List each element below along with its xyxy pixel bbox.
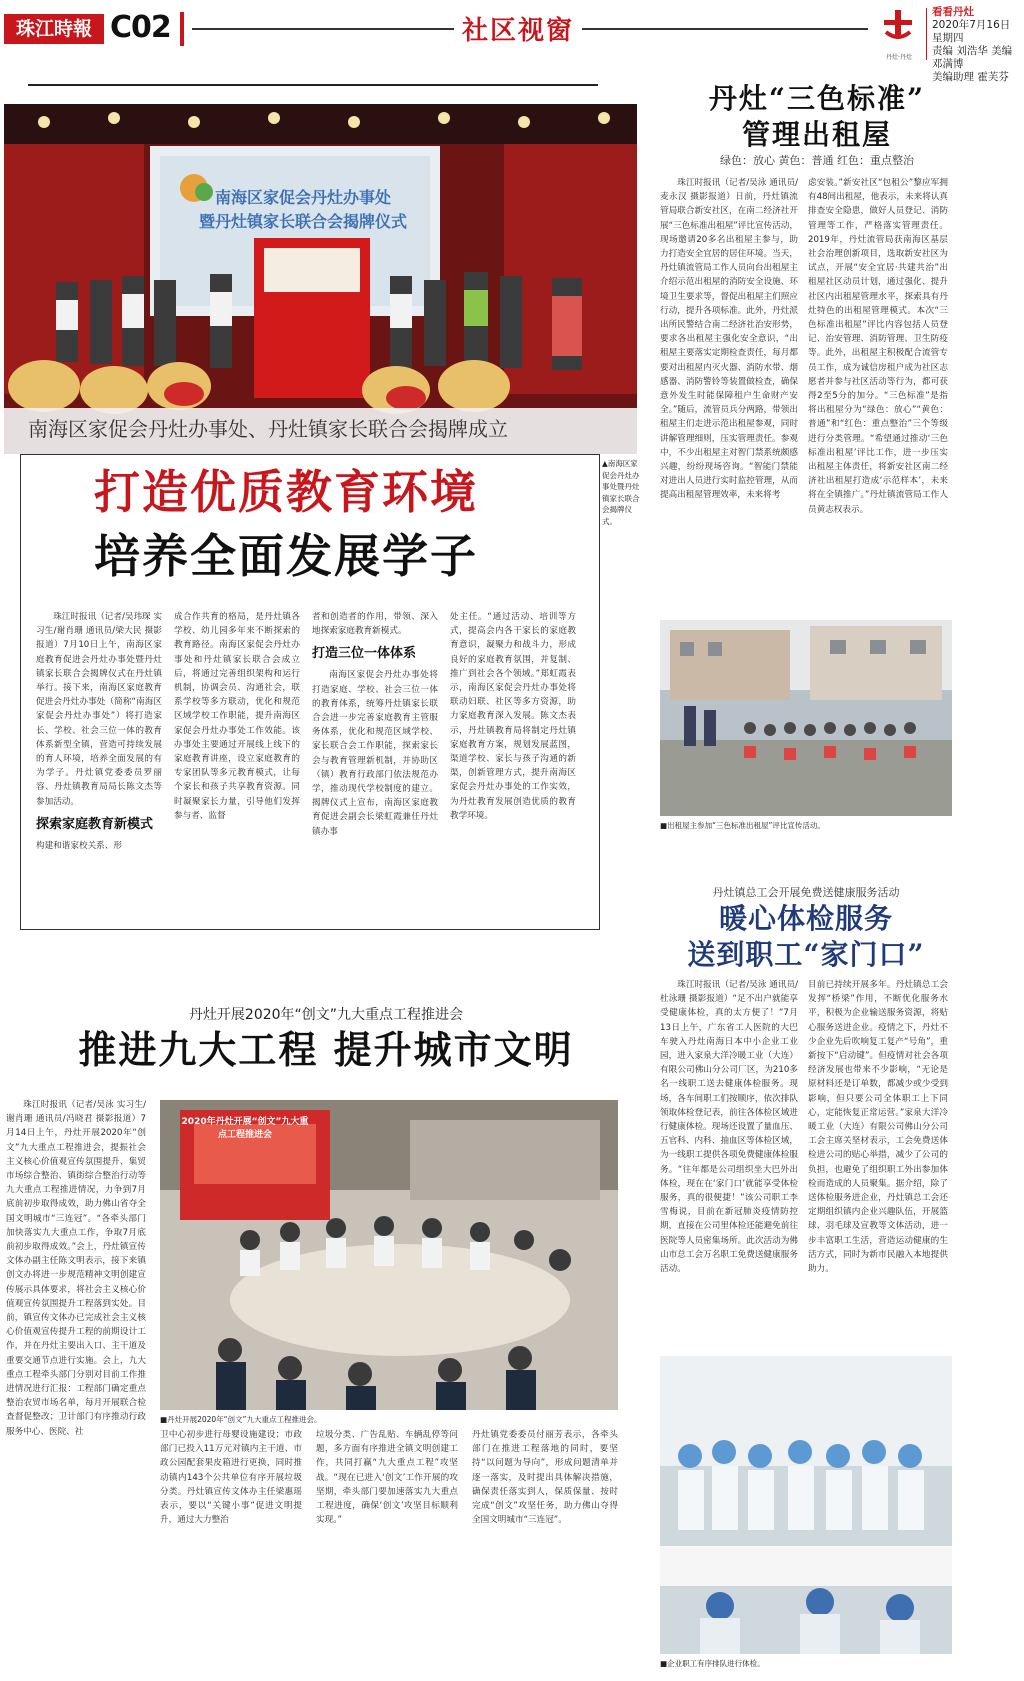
education-subhead-1-tail: 构建和谐家校关系、形: [36, 840, 122, 851]
civic-meeting-photo: [160, 1100, 618, 1410]
civic-col-2-text: 卫中心初步进行母婴设施建设；市政部门已投入11万元对镇内主干道、市政公园配套果皮箱进行更换，同时推动镇内143个公共单位有序开展垃圾分类。丹灶镇宣传文体办主任梁惠瑶表示，要以“关键小事”促进文明提升，通过大力整治: [160, 1430, 302, 1526]
education-subhead-1: 探索家庭教育新模式: [36, 816, 154, 832]
page-number: C02: [110, 10, 171, 45]
masthead-rule-left: [192, 28, 454, 30]
editor-credit: 责编 刘浩华 美编 邓满博: [932, 45, 1013, 70]
education-col-1-text: 珠江时报讯（记者/吴玮琛 实习生/谢肖珊 通讯员/梁大民 摄影报道）7月10日上午，南海区家庭教育促进会丹灶办事处暨丹灶镇家长联合会揭牌仪式在丹灶镇举行。接下来，南海区家庭教育促进会丹灶办事处（简称“南海区家促会丹灶办事处”）将打造家长、学校、社会三位一体的教育体系新型全镇，营造可持续发展的育人环境，培养全面发展的有为学子。丹灶镇党委委员罗丽容、丹灶镇教育局局长陈文杰等参加活动。: [36, 612, 162, 807]
education-col-3b-text: 南海区家促会丹灶办事处将打造家庭、学校、社会三位一体的教育体系，统筹丹灶镇家长联合会进一步完善家庭教育主管服务体系，优化和规范区域学校、家长联合会工作职能，探索家长会与教育管理新机制，并协助区（镇）教育行政部门依法规范办学，推动现代学校制度的建立。揭牌仪式上宣布，南海区家庭教育促进会副会长梁虹霞兼任丹灶镇办事: [312, 670, 438, 837]
education-col-4-text: 处主任。“通过活动、培训等方式，提高会内各干家长的家庭教育意识，凝聚力和战斗力，形成良好的家庭教育氛围，并复制、推广到社会各个领域。”郑虹霞表示，南海区家促会丹灶办事处将联动妇联、社区等多方资源，助力家庭教育深入发展。陈文杰表示，丹灶镇教育局将制定丹灶镇家庭教育方案，规划发展蓝图，渠道学校、家长与孩子沟通的新渠，创新管理方式，提升南海区家促会丹灶办事处的工作实效，为丹灶教育发展创造优质的教育教学环境。: [450, 612, 576, 821]
masthead-red-bar: [180, 12, 184, 46]
rental-col-1: [660, 176, 798, 608]
education-col-3: [312, 610, 438, 922]
civic-col-1-text: 珠江时报讯（记者/吴泳 实习生/谢肖珊 通讯员/冯晓君 摄影报道）7月14日上午，丹灶开展2020年“创文”九大重点工程推进会，提振社会主义核心价值观宣传氛围提升、集贸市场综合整治、镇街综合整治行动等九大重点工程推进情况，力争到7月底前初步取得成效，助力佛山省夺全国文明城市“三连冠”。“各牵头部门加快落实九大重点工作，争取7月底前初步取得成效。”会上，丹灶镇宣传文体办副主任陈文明表示，接下来镇创文办将进一步规范精神文明创建宣传展示具体要求，将社会主义核心价值观宣传氛围提升工程落到实处。目前，镇宣传文体办已完成社会主义核心价值观宣传提升工程的前期设计工作，并在丹灶主要出入口、主干道及重要交通节点进行实施。会上，九大重点工程牵头部门分别对目前工作推进情况进行汇报：工程部门确定重点整治农贸市场名单，每月开展联合检查督促整改；卫计部门有序推动行政服务中心、医院、社: [6, 1100, 146, 1437]
civic-col-1: [6, 1098, 146, 1672]
education-top-rule: [28, 84, 598, 86]
checkup-headline-1: 暖心体检服务: [718, 902, 893, 935]
civic-col-4-text: 丹灶镇党委委员付丽芳表示，各牵头部门在推进工程落地的同时，要坚持“以问题为导向”，形成问题清单并逐一落实，及时提出具体解决措施，确保责任落实到人，保质保量、按时完成“创文”攻坚任务，助力佛山夺得全国文明城市“三连冠”。: [472, 1430, 618, 1526]
checkup-photo-caption: ■企业职工有序排队进行体检。: [660, 1659, 765, 1668]
checkup-kicker: 丹灶镇总工会开展免费送健康服务活动: [712, 886, 900, 899]
education-event-photo: [4, 104, 637, 454]
education-col-2-text: 成合作共育的格局，是丹灶镇各学校、幼儿园多年来不断探索的教育路径。南海区家促会丹灶办事处和丹灶镇家长联合会成立后，将通过完善组织架构和运行机制，协调会员、沟通社会，联系学校等多方联动，优化和规范区域学校工作职能，提升南海区家促会丹灶办事处工作效能。该办事处主要通过开展线上线下的家庭教育讲座，设立家庭教育的专家团队等多元教育模式，让每个家长和孩子共享教育资源。同时凝聚家长力量，引导他们发挥参与者、监督: [174, 612, 300, 821]
checkup-col-2: [808, 978, 948, 1350]
photo-stage-banner: [168, 186, 438, 234]
checkup-col-1: [660, 978, 798, 1350]
emblem-caption: 丹灶·丹灶: [886, 54, 912, 61]
civic-meeting-banner: 2020年丹灶开展“创文”九大重点工程推进会: [181, 1117, 309, 1140]
civic-kicker: 丹灶开展2020年“创文”九大重点工程推进会: [188, 1007, 464, 1023]
education-headline-1: 打造优质教育环境: [94, 465, 478, 519]
checkup-col-1-text: 珠江时报讯（记者/吴泳 通讯员/杜泳珊 摄影报道）“足不出户就能享受健康体检，真的太方便了！”7月13日上午，广东省工人医院的大巴车驶入丹灶南海日本中小企业工业园，进入家泉大洋冷暖工业（大连）有限公司佛山分公司厂区，为210多名一线职工送去健康体检服务。现场，各车间职工们按顺序，依次排队领取体检登记表，前往各体检区域进行健康体检。现场还设置了量血压、五官科、内科、抽血区等体检区域，为一线职工提供各项免费健康体检服务。“往年都是公司组织坐大巴外出体检，现在在‘家门口’就能享受体检服务，真的很便捷！”该公司职工李雪梅说，目前在新冠肺炎疫情防控期，直接在公司里体检还能避免前往医院等人员密集场所。此次活动为佛山市总工会万名职工免费送健康服务活动。: [660, 980, 798, 1275]
masthead-rule-right: [582, 28, 868, 30]
paper-logo: 珠江時報: [4, 14, 104, 44]
rental-col-2: [808, 176, 948, 608]
checkup-col-2-text: 目前已持续开展多年。丹灶镇总工会发挥“桥梁”作用，不断优化服务水平，积极为企业输送服务资源，将贴心服务送进企业。疫情之下，丹灶不少企业先后吹响复工复产“号角”，重新按下“启动键”。但疫情对社会各项经济发展也带来不少影响，“无论是原材料还是订单数，都减少或少受到影响，但只要公司全体职工上下同心，定能恢复正常运营。”家泉大洋冷暖工业（大连）有限公司佛山分公司工会主席关坚材表示，工会免费送体检进公司的贴心举措，减少了公司的负担，也避免了组织职工外出参加体检而造成的人员聚集。据介绍，除了送体检服务进企业，丹灶镇总工会还定期组织镇内企业兴趣队伍，开展篮球、羽毛球及宣教等文体活动，进一步丰富职工生活，营造运动健康的生活方式，同时为新市民融入本地提供助力。: [808, 980, 948, 1275]
photo-banner-line2: 暨丹灶镇家长联合会揭牌仪式: [198, 212, 407, 231]
education-photo-caption: 南海区家促会丹灶办事处、丹灶镇家长联合会揭牌成立: [28, 417, 508, 441]
civic-col-3-text: 垃圾分类、广告乱贴、车辆乱停等问题，多方面有序推进全镇文明创建工作，共同打赢“九大重点工程”攻坚战。“现在已进入‘创文’工作开展的攻坚期，牵头部门要加速落实九大重点工程进度，确保‘创文’攻坚目标顺利实现。”: [316, 1430, 458, 1526]
issue-date: 2020年7月16日 星期四: [932, 19, 1011, 44]
photo-banner-line1: 南海区家促会丹灶办事处: [214, 188, 391, 207]
civic-col-2: [160, 1428, 302, 1672]
education-headline-2: 培养全面发展学子: [94, 529, 478, 583]
rental-headline-2: 管理出租屋: [741, 118, 892, 151]
assistant-credit: 美编助理 霍芙芬: [932, 71, 1009, 83]
education-col-2: [174, 610, 300, 922]
rental-photo-caption: ■出租屋主参加“三色标准出租屋”评比宣传活动。: [660, 821, 825, 830]
civic-col-4: [472, 1428, 618, 1672]
brand-tag: 看看丹灶: [932, 6, 974, 18]
civic-photo-caption: ■丹灶开展2020年“创文”九大重点工程推进会。: [160, 1415, 322, 1424]
rental-legend: 绿色：放心 黄色：普通 红色：重点整治: [720, 154, 914, 167]
education-subhead-2: 打造三位一体体系: [312, 646, 417, 662]
checkup-headline-2: 送到职工“家门口”: [687, 938, 925, 971]
rental-event-photo: [660, 620, 952, 816]
civic-col-3: [316, 1428, 458, 1672]
rental-col-2-text: 虑安装。”新安社区“包租公”黎应军拥有48间出租屋，他表示，未来将认真排查安全隐患，做好人员登记、消防管理等工作，严格落实管理责任。2019年，丹灶流管局获南海区基层社会治理创新项目，选取新安社区为试点，开展“安全宜居·共建共治”出租屋社区动员计划，通过强化、提升社区内出租屋管理水平，探索具有丹灶特色的出租屋管理模式。本次“三色标准出租屋”评比内容包括人员登记、治安管理、消防管理、卫生防疫等。此外，出租屋主积极配合流管专员工作，成为诚信房租户成为社区志愿者并参与社区活动等行为，都可获得2至5分的加分。“三色标准”是指将出租屋分为“绿色：放心”“黄色：普通”和“红色：重点整治”三个等级进行分类管理。“希望通过推动‘三色标准出租屋’评比工作，进一步压实出租屋主体责任，将新安社区南二经济社出租屋打造成‘示范样本’，未来将在全镇推广。”丹灶镇流管局工作人员黄志权表示。: [808, 178, 948, 515]
masthead-meta: [932, 6, 1024, 84]
education-col-1: [36, 610, 162, 922]
checkup-event-photo: [660, 1356, 952, 1654]
masthead-divider: [926, 8, 927, 60]
section-title: 社区视窗: [462, 16, 575, 46]
rental-headline-1: 丹灶“三色标准”: [708, 82, 926, 115]
danzao-emblem-icon: [878, 8, 918, 52]
education-col-4: [450, 610, 576, 922]
education-col-3a-text: 者和创造者的作用，带领、深入地探索家庭教育新模式。: [312, 612, 438, 637]
education-side-caption: ▲南海区家促会丹灶办事处暨丹灶镇家长联合会揭牌仪式。: [602, 459, 640, 526]
civic-headline: 推进九大工程 提升城市文明: [78, 1027, 574, 1072]
rental-col-1-text: 珠江时报讯（记者/吴泳 通讯员/麦永汉 摄影报道）日前，丹灶镇流管局联合新安社区，在南二经济社开展“三色标准出租屋”评比宣传活动，现场邀请20多名出租屋主参与，助力打造安全宜居的居住环境。当天，丹灶镇流管局工作人员向台出租屋主介绍示范出租屋的消防安全设施、环境卫生要求等，督促出租屋主们照应行动，提升各项标准。此外，丹灶派出所民警结合南二经济社治安形势，要求各出租屋主强化安全意识，“出租屋主要落实定期检查责任，每月都要对出租屋内灭火器、消防水带、烟感器、消防警铃等装置做检查，确保意外发生时能保障租户生命财产安全。”随后，流管员兵分两路，带领出租屋主们走进示范出租屋参观，同时讲解管理细则，压实管理责任。参观中，不少出租屋主对智门禁系统颇感兴趣，纷纷现场咨询。“智能门禁能对进出人员进行实时监控管理，从而提高出租屋管理效率，未来将考: [660, 178, 798, 501]
